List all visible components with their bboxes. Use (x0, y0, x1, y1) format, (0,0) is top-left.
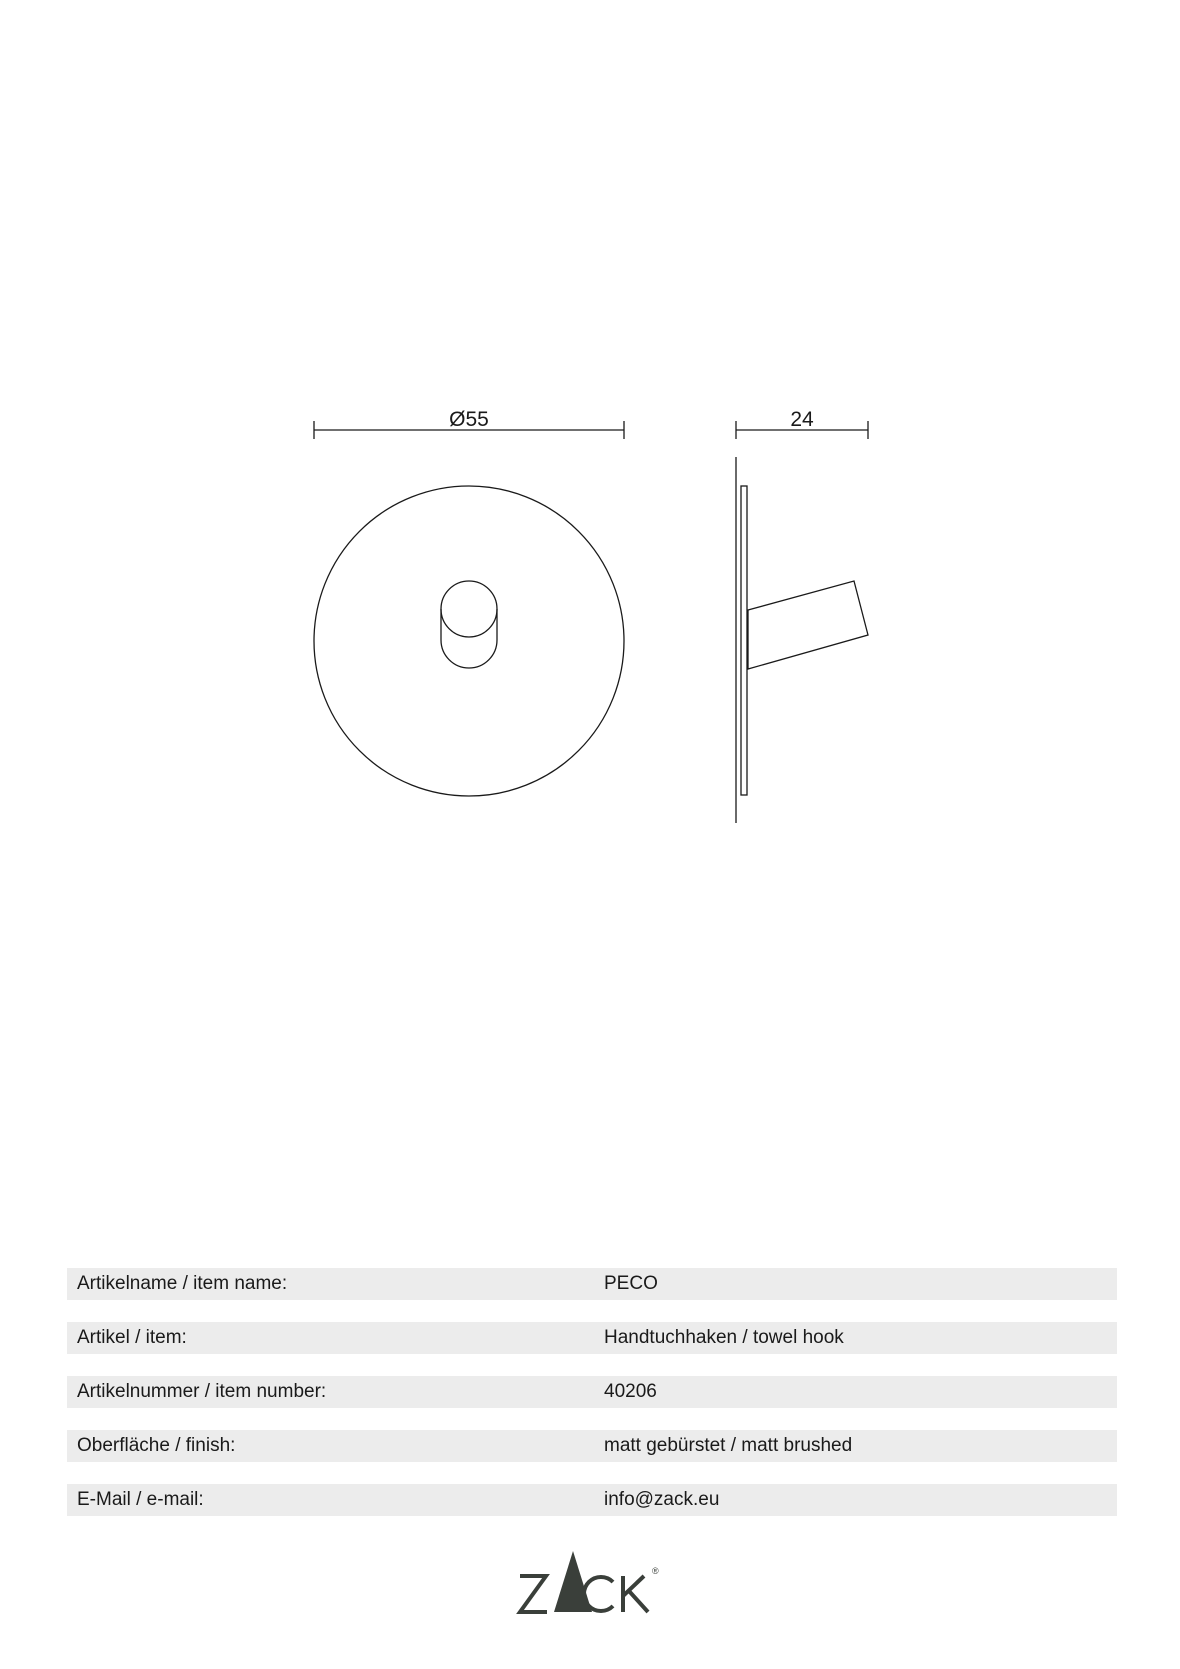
logo-letter-a (554, 1551, 592, 1612)
spec-label: Artikel / item: (77, 1327, 187, 1348)
spec-row-email (67, 1484, 1117, 1516)
spec-row-item-number (67, 1376, 1117, 1408)
spec-label: E-Mail / e-mail: (77, 1489, 204, 1510)
logo-letter-k (623, 1576, 648, 1612)
spec-row-finish (67, 1430, 1117, 1462)
zack-logo (516, 1548, 676, 1620)
spec-label: Oberfläche / finish: (77, 1435, 236, 1456)
hook-knob-rim (441, 609, 497, 637)
front-view (314, 486, 624, 796)
spec-value: matt gebürstet / matt brushed (604, 1435, 853, 1456)
spec-label: Artikelname / item name: (77, 1273, 288, 1294)
plate-outline (314, 486, 624, 796)
spec-table (67, 1268, 1117, 1538)
spec-row-item (67, 1322, 1117, 1354)
spec-row-item-name (67, 1268, 1117, 1300)
hook-knob (441, 581, 497, 668)
spec-value: Handtuchhaken / towel hook (604, 1327, 844, 1348)
spec-value: info@zack.eu (604, 1489, 720, 1510)
side-view (736, 457, 868, 823)
front-view-dimension-label: Ø55 (449, 408, 489, 431)
spec-value: PECO (604, 1273, 658, 1294)
spec-value: 40206 (604, 1381, 657, 1402)
hook-arm (748, 581, 868, 669)
spec-label: Artikelnummer / item number: (77, 1381, 327, 1402)
plate-side (741, 486, 747, 795)
side-view-dimension-label: 24 (790, 408, 814, 431)
logo-letter-z (520, 1576, 547, 1612)
logo-registered-mark: ® (652, 1566, 659, 1576)
